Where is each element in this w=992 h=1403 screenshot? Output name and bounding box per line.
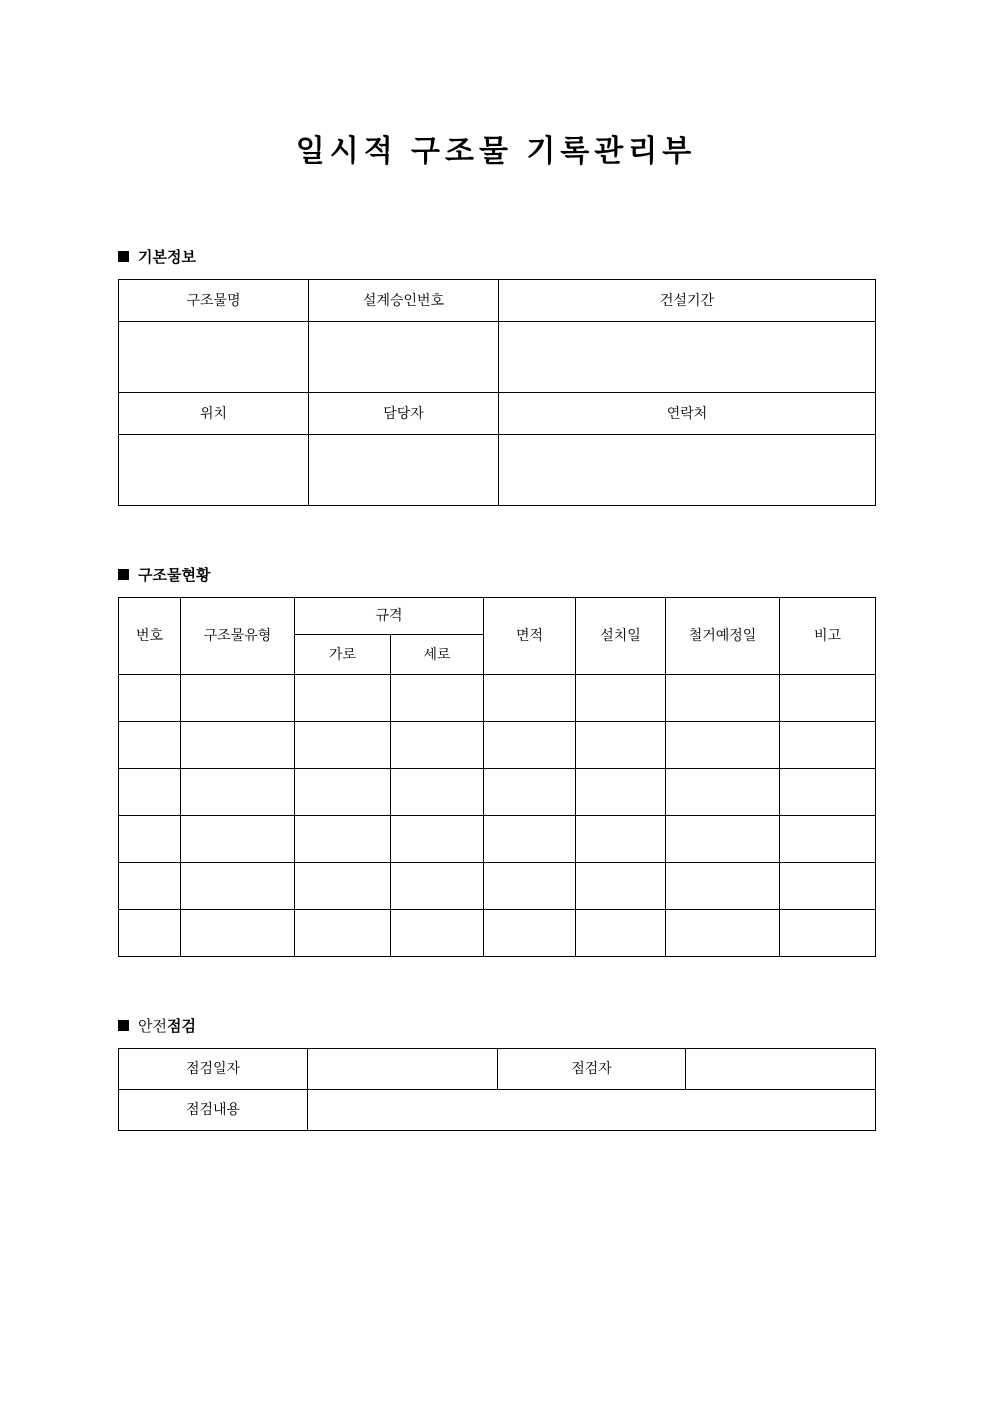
spacer-title — [0, 170, 992, 246]
cell-note[interactable] — [780, 863, 876, 910]
table-row — [119, 435, 876, 506]
cell-no[interactable] — [119, 722, 181, 769]
cell-height[interactable] — [391, 675, 484, 722]
cell-removal-date[interactable] — [666, 675, 780, 722]
input-cell-structure-name[interactable] — [119, 322, 309, 393]
spacer-basic-info — [0, 267, 992, 279]
cell-removal-date[interactable] — [666, 910, 780, 957]
table-row — [119, 675, 876, 722]
cell-area[interactable] — [484, 769, 576, 816]
cell-area[interactable] — [484, 863, 576, 910]
header-cell-inspection-content: 점검내용 — [119, 1090, 308, 1131]
section-heading-safety-inspection-label-plain: 안전 — [138, 1018, 167, 1035]
section-heading-structure-status-label: 구조물현황 — [138, 567, 211, 584]
safety-inspection-table — [118, 1048, 876, 1131]
cell-width[interactable] — [295, 863, 391, 910]
header-cell-location: 위치 — [119, 393, 309, 435]
header-cell-install-date: 설치일 — [576, 598, 666, 675]
table-row — [119, 1090, 876, 1131]
table-row — [119, 722, 876, 769]
header-cell-width: 가로 — [295, 635, 391, 675]
header-cell-structure-type: 구조물유형 — [181, 598, 295, 675]
cell-removal-date[interactable] — [666, 816, 780, 863]
section-heading-safety-inspection-label-bold: 점검 — [166, 1018, 196, 1035]
table-row — [119, 769, 876, 816]
table-row — [119, 863, 876, 910]
input-cell-inspector[interactable] — [686, 1049, 876, 1090]
input-cell-manager[interactable] — [309, 435, 499, 506]
cell-removal-date[interactable] — [666, 863, 780, 910]
header-cell-construction-period: 건설기간 — [499, 280, 876, 322]
header-cell-inspector: 점검자 — [498, 1049, 686, 1090]
input-cell-design-approval-no[interactable] — [309, 322, 499, 393]
cell-note[interactable] — [780, 675, 876, 722]
table-row — [119, 322, 876, 393]
cell-install-date[interactable] — [576, 816, 666, 863]
cell-height[interactable] — [391, 722, 484, 769]
table-row — [119, 393, 876, 435]
input-cell-location[interactable] — [119, 435, 309, 506]
cell-no[interactable] — [119, 910, 181, 957]
cell-note[interactable] — [780, 722, 876, 769]
header-cell-note: 비고 — [780, 598, 876, 675]
basic-info-table — [118, 279, 876, 506]
table-row — [119, 1049, 876, 1090]
cell-note[interactable] — [780, 910, 876, 957]
cell-no[interactable] — [119, 863, 181, 910]
input-cell-contact[interactable] — [499, 435, 876, 506]
cell-structure-type[interactable] — [181, 910, 295, 957]
cell-install-date[interactable] — [576, 722, 666, 769]
cell-area[interactable] — [484, 722, 576, 769]
spacer-safety-inspection — [0, 1036, 992, 1048]
cell-removal-date[interactable] — [666, 769, 780, 816]
structure-status-table — [118, 597, 876, 957]
cell-no[interactable] — [119, 769, 181, 816]
header-cell-removal-date: 철거예정일 — [666, 598, 780, 675]
header-cell-design-approval-no: 설계승인번호 — [309, 280, 499, 322]
header-cell-structure-name: 구조물명 — [119, 280, 309, 322]
section-heading-basic-info — [118, 246, 992, 267]
bullet-square-icon — [118, 569, 129, 580]
cell-install-date[interactable] — [576, 675, 666, 722]
cell-width[interactable] — [295, 675, 391, 722]
cell-height[interactable] — [391, 816, 484, 863]
bullet-square-icon — [118, 1020, 129, 1031]
input-cell-inspection-content[interactable] — [308, 1090, 876, 1131]
cell-no[interactable] — [119, 816, 181, 863]
cell-structure-type[interactable] — [181, 863, 295, 910]
table-row — [119, 816, 876, 863]
cell-height[interactable] — [391, 769, 484, 816]
cell-height[interactable] — [391, 863, 484, 910]
cell-install-date[interactable] — [576, 910, 666, 957]
header-cell-manager: 담당자 — [309, 393, 499, 435]
header-cell-no: 번호 — [119, 598, 181, 675]
cell-area[interactable] — [484, 816, 576, 863]
cell-area[interactable] — [484, 910, 576, 957]
cell-install-date[interactable] — [576, 769, 666, 816]
cell-area[interactable] — [484, 675, 576, 722]
header-cell-spec: 규격 — [295, 598, 484, 635]
cell-width[interactable] — [295, 910, 391, 957]
cell-structure-type[interactable] — [181, 816, 295, 863]
table-row — [119, 280, 876, 322]
cell-structure-type[interactable] — [181, 675, 295, 722]
spacer-section-1 — [0, 506, 992, 564]
input-cell-construction-period[interactable] — [499, 322, 876, 393]
cell-install-date[interactable] — [576, 863, 666, 910]
cell-height[interactable] — [391, 910, 484, 957]
table-header-row-top — [119, 598, 876, 635]
section-heading-structure-status — [118, 564, 992, 585]
cell-note[interactable] — [780, 816, 876, 863]
bullet-square-icon — [118, 251, 129, 262]
cell-width[interactable] — [295, 816, 391, 863]
cell-width[interactable] — [295, 769, 391, 816]
page-title: 일시적 구조물 기록관리부 — [295, 135, 697, 168]
cell-no[interactable] — [119, 675, 181, 722]
section-heading-safety-inspection — [118, 1015, 992, 1036]
cell-structure-type[interactable] — [181, 769, 295, 816]
spacer-section-2 — [0, 957, 992, 1015]
header-cell-area: 면적 — [484, 598, 576, 675]
cell-width[interactable] — [295, 722, 391, 769]
cell-removal-date[interactable] — [666, 722, 780, 769]
header-cell-height: 세로 — [391, 635, 484, 675]
header-cell-contact: 연락처 — [499, 393, 876, 435]
section-heading-basic-info-label: 기본정보 — [138, 249, 196, 266]
cell-note[interactable] — [780, 769, 876, 816]
input-cell-inspection-date[interactable] — [308, 1049, 498, 1090]
cell-structure-type[interactable] — [181, 722, 295, 769]
header-cell-inspection-date: 점검일자 — [119, 1049, 308, 1090]
spacer-structure-status — [0, 585, 992, 597]
table-row — [119, 910, 876, 957]
